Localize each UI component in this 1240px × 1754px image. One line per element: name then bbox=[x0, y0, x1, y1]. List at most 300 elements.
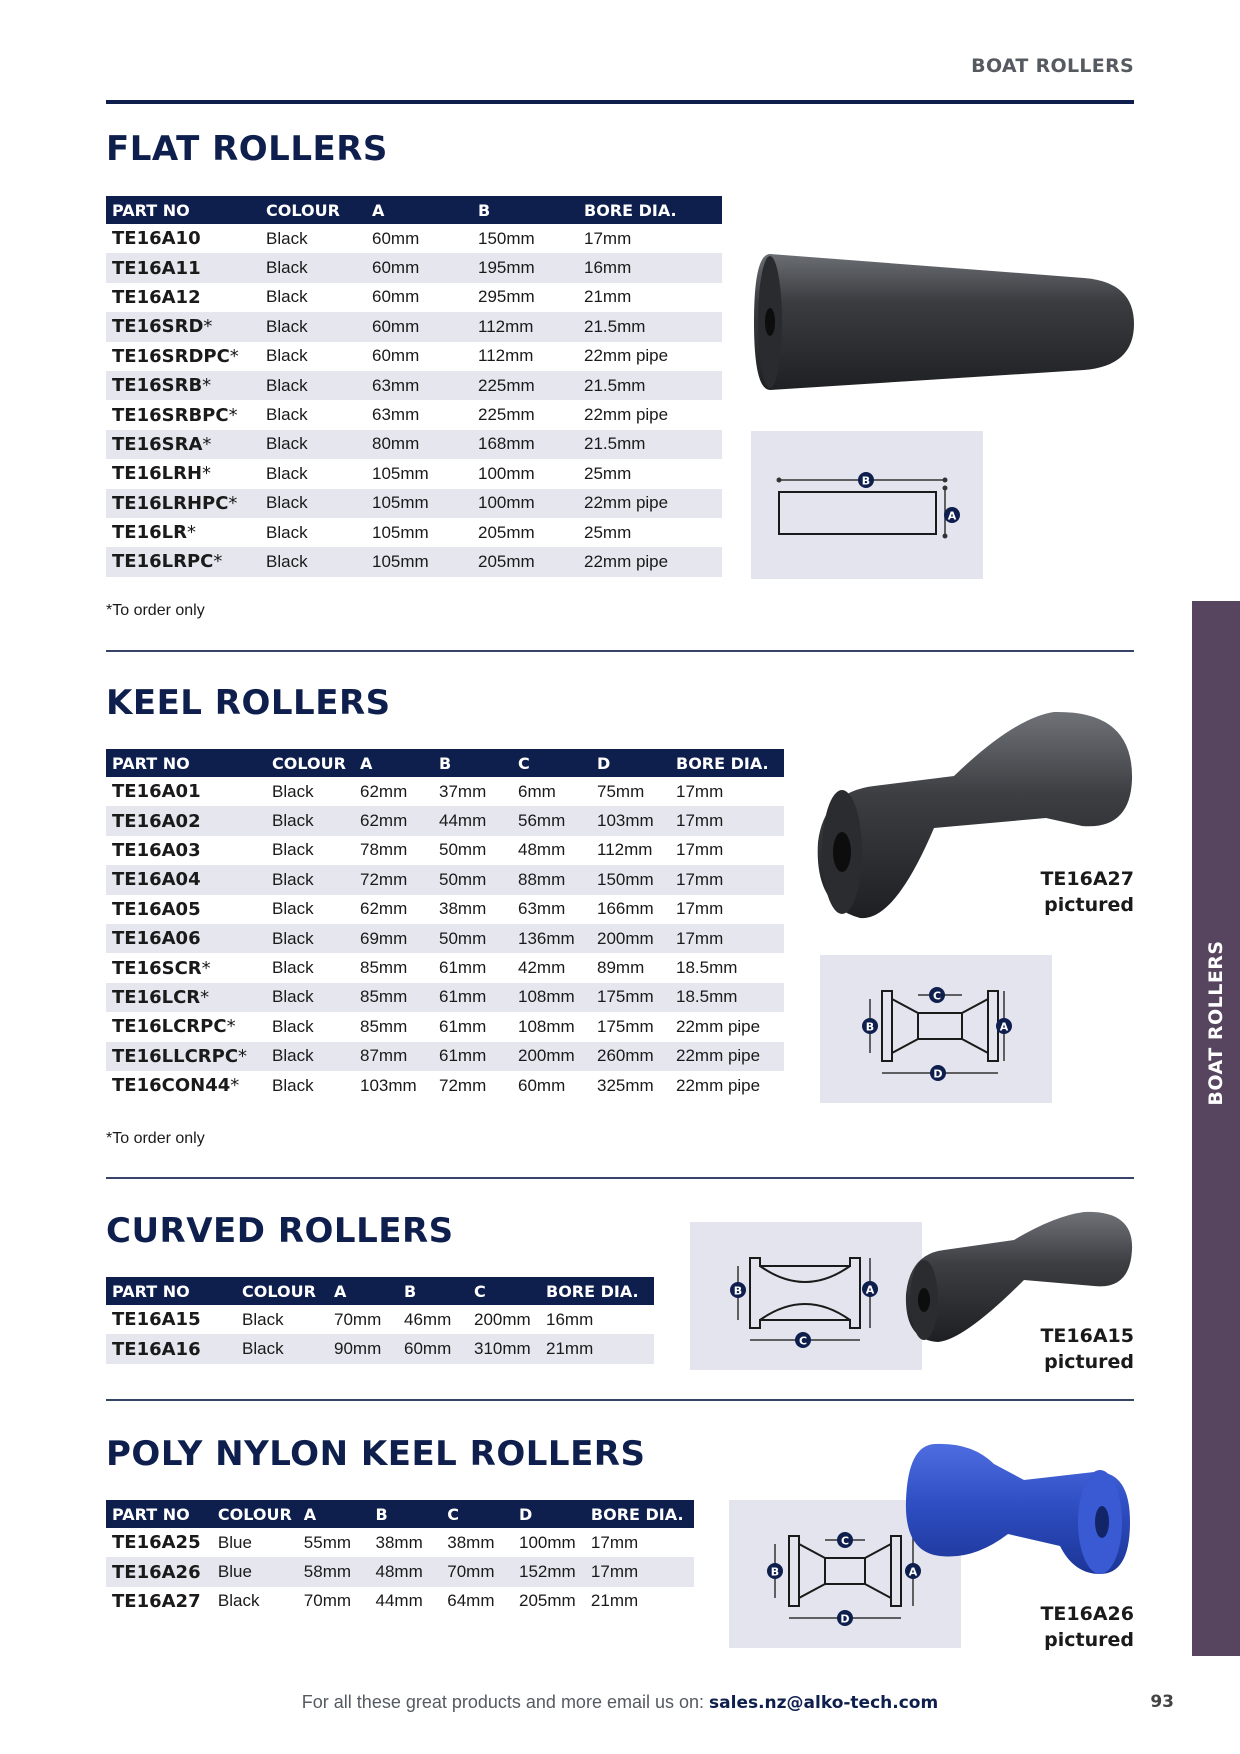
table-cell: 63mm bbox=[518, 899, 566, 919]
flat-diagram-label-a: A bbox=[947, 509, 957, 523]
table-row bbox=[106, 283, 722, 312]
table-row bbox=[106, 983, 784, 1012]
part-number-cell bbox=[106, 224, 260, 253]
table-cell: 70mm bbox=[441, 1557, 513, 1586]
part-number-cell bbox=[106, 895, 266, 924]
order-only-marker: * bbox=[228, 492, 238, 514]
table-cell: Black bbox=[272, 781, 314, 801]
order-only-marker: * bbox=[226, 1016, 236, 1038]
table-cell: 62mm bbox=[354, 806, 433, 835]
table-cell: 50mm bbox=[439, 840, 487, 860]
poly-diagram-label-d: D bbox=[840, 1612, 850, 1626]
poly-diagram-label-a: A bbox=[908, 1565, 918, 1579]
table-cell: Black bbox=[272, 1075, 314, 1095]
table-cell: 168mm bbox=[472, 430, 578, 459]
table-cell: 64mm bbox=[447, 1591, 495, 1611]
table-cell: 112mm bbox=[597, 840, 653, 860]
part-number-cell bbox=[106, 547, 260, 576]
table-cell: Black bbox=[266, 924, 354, 953]
table-cell: Black bbox=[236, 1334, 328, 1363]
curved-diagram-label-b: B bbox=[733, 1284, 743, 1298]
table-cell: 90mm bbox=[328, 1334, 398, 1363]
part-number-cell bbox=[106, 342, 260, 371]
part-number-cell bbox=[106, 865, 266, 894]
table-cell: 72mm bbox=[354, 865, 433, 894]
column-header: PART NO bbox=[106, 1500, 212, 1528]
table-cell: 22mm pipe bbox=[584, 346, 669, 366]
table-cell: Black bbox=[260, 312, 366, 341]
flat-rollers-title: FLAT ROLLERS bbox=[106, 129, 388, 169]
table-cell: 112mm bbox=[478, 346, 534, 366]
table-cell: Black bbox=[266, 228, 308, 248]
part-number-cell bbox=[106, 806, 266, 835]
part-number-cell bbox=[106, 253, 260, 282]
table-cell: Black bbox=[260, 371, 366, 400]
keel-caption-part: TE16A27 bbox=[1040, 868, 1134, 890]
table-cell: 105mm bbox=[372, 522, 429, 542]
table-cell: 105mm bbox=[366, 489, 472, 518]
order-only-marker: * bbox=[203, 316, 213, 338]
table-cell: 205mm bbox=[518, 1591, 576, 1611]
table-cell: 61mm bbox=[433, 983, 512, 1012]
table-cell: Black bbox=[260, 547, 366, 576]
table-cell: 25mm bbox=[584, 463, 632, 483]
table-cell: 6mm bbox=[518, 781, 556, 801]
table-cell: 38mm bbox=[375, 1532, 423, 1552]
table-cell: 16mm bbox=[578, 253, 722, 282]
table-cell: 105mm bbox=[372, 463, 429, 483]
table-cell: 18.5mm bbox=[676, 958, 738, 978]
part-number: TE16A02 bbox=[112, 810, 201, 832]
part-number: TE16A16 bbox=[112, 1338, 201, 1360]
column-header: BORE DIA. bbox=[578, 196, 722, 224]
table-cell: 25mm bbox=[584, 522, 632, 542]
table-cell: 60mm bbox=[372, 287, 420, 307]
flat-roller-photo bbox=[754, 250, 1134, 390]
table-cell: 88mm bbox=[512, 865, 591, 894]
table-cell: 46mm bbox=[404, 1309, 452, 1329]
table-cell: 60mm bbox=[366, 253, 472, 282]
poly-caption-part: TE16A26 bbox=[1040, 1603, 1134, 1625]
table-cell: 22mm pipe bbox=[578, 489, 722, 518]
table-cell: 136mm bbox=[512, 924, 591, 953]
table-row bbox=[106, 1305, 654, 1334]
poly-nylon-title: POLY NYLON KEEL ROLLERS bbox=[106, 1434, 646, 1474]
table-cell: 80mm bbox=[366, 430, 472, 459]
table-cell: 63mm bbox=[372, 405, 420, 425]
column-header: C bbox=[512, 749, 591, 777]
part-number: TE16SRD bbox=[112, 316, 204, 338]
table-row bbox=[106, 865, 784, 894]
table-cell: Black bbox=[266, 806, 354, 835]
table-cell: Black bbox=[260, 489, 366, 518]
poly-pictured-caption bbox=[1040, 1601, 1134, 1653]
flat-diagram-label-b: B bbox=[861, 474, 871, 488]
column-header: PART NO bbox=[106, 749, 266, 777]
table-cell: 17mm bbox=[676, 899, 724, 919]
table-cell: Black bbox=[242, 1309, 284, 1329]
table-row bbox=[106, 430, 722, 459]
table-cell: 89mm bbox=[597, 958, 645, 978]
part-number: TE16A10 bbox=[112, 228, 201, 250]
keel-diagram-label-b: B bbox=[865, 1020, 875, 1034]
part-number-cell bbox=[106, 924, 266, 953]
section-divider bbox=[106, 1399, 1134, 1401]
table-row bbox=[106, 1587, 694, 1616]
table-cell: 70mm bbox=[303, 1591, 352, 1611]
table-row bbox=[106, 224, 722, 253]
table-cell: Black bbox=[217, 1591, 260, 1611]
column-header: C bbox=[441, 1500, 513, 1528]
part-number-cell bbox=[106, 283, 260, 312]
column-header: B bbox=[398, 1277, 468, 1305]
keel-diagram-label-d: D bbox=[933, 1067, 943, 1081]
part-number-cell bbox=[106, 953, 266, 982]
poly-nylon-table bbox=[106, 1500, 694, 1616]
keel-diagram-label-a: A bbox=[999, 1020, 1009, 1034]
part-number: TE16SRA bbox=[112, 433, 203, 455]
table-cell: 17mm bbox=[670, 865, 784, 894]
order-only-marker: * bbox=[202, 375, 212, 397]
table-cell: 55mm bbox=[303, 1532, 352, 1552]
table-cell: 150mm bbox=[591, 865, 670, 894]
table-cell: 38mm bbox=[439, 899, 487, 919]
column-header: C bbox=[468, 1277, 540, 1305]
table-cell: 205mm bbox=[472, 547, 578, 576]
curved-rollers-table bbox=[106, 1277, 654, 1364]
column-header: A bbox=[298, 1500, 370, 1528]
part-number-cell bbox=[106, 489, 260, 518]
table-cell: 200mm bbox=[474, 1309, 531, 1329]
column-header: PART NO bbox=[106, 1277, 236, 1305]
poly-roller-photo bbox=[904, 1442, 1134, 1582]
keel-pictured-caption bbox=[1040, 866, 1134, 918]
part-number: TE16LRH bbox=[112, 463, 203, 485]
table-cell: 16mm bbox=[546, 1309, 594, 1329]
order-only-marker: * bbox=[201, 957, 211, 979]
part-number: TE16LCRPC bbox=[112, 1016, 227, 1038]
table-cell: 100mm bbox=[478, 463, 535, 483]
column-header: A bbox=[354, 749, 433, 777]
table-row bbox=[106, 806, 784, 835]
flat-order-note: *To order only bbox=[106, 602, 205, 619]
curved-caption-part: TE16A15 bbox=[1040, 1325, 1134, 1347]
part-number-cell bbox=[106, 1557, 212, 1586]
column-header: D bbox=[591, 749, 670, 777]
column-header: B bbox=[433, 749, 512, 777]
keel-diagram-label-c: C bbox=[932, 989, 942, 1003]
order-only-marker: * bbox=[200, 986, 210, 1008]
table-cell: 100mm bbox=[518, 1532, 576, 1552]
table-cell: 61mm bbox=[439, 958, 487, 978]
table-cell: 37mm bbox=[439, 781, 487, 801]
part-number-cell bbox=[106, 1528, 212, 1557]
table-cell: 295mm bbox=[478, 287, 535, 307]
table-row bbox=[106, 400, 722, 429]
table-row bbox=[106, 1042, 784, 1071]
table-cell: 108mm bbox=[512, 983, 591, 1012]
header-divider bbox=[106, 100, 1134, 104]
part-number: TE16LR bbox=[112, 522, 187, 544]
table-cell: 21.5mm bbox=[578, 371, 722, 400]
column-header: BORE DIA. bbox=[585, 1500, 694, 1528]
curved-rollers-title: CURVED ROLLERS bbox=[106, 1211, 454, 1251]
table-cell: Black bbox=[266, 405, 308, 425]
table-cell: 150mm bbox=[478, 228, 535, 248]
table-row bbox=[106, 1071, 784, 1100]
table-cell: 103mm bbox=[591, 806, 670, 835]
table-row bbox=[106, 518, 722, 547]
footer-text: For all these great products and more email us on: bbox=[301, 1692, 705, 1712]
table-cell: 200mm bbox=[512, 1042, 591, 1071]
table-cell: 62mm bbox=[360, 899, 408, 919]
table-row bbox=[106, 489, 722, 518]
table-cell: 17mm bbox=[590, 1532, 639, 1552]
part-number: TE16SRB bbox=[112, 375, 203, 397]
table-cell: 225mm bbox=[478, 405, 535, 425]
table-cell: 17mm bbox=[584, 228, 632, 248]
table-cell: 48mm bbox=[370, 1557, 442, 1586]
column-header: BORE DIA. bbox=[540, 1277, 654, 1305]
part-number: TE16LRPC bbox=[112, 551, 214, 573]
part-number: TE16SRDPC bbox=[112, 345, 230, 367]
table-cell: 260mm bbox=[591, 1042, 670, 1071]
part-number: TE16A06 bbox=[112, 928, 201, 950]
table-cell: 22mm pipe bbox=[676, 1016, 761, 1036]
flat-rollers-table bbox=[106, 196, 722, 577]
column-header: COLOUR bbox=[236, 1277, 328, 1305]
table-cell: 175mm bbox=[597, 1016, 654, 1036]
part-number-cell bbox=[106, 400, 260, 429]
part-number: TE16A27 bbox=[112, 1590, 201, 1612]
table-cell: 70mm bbox=[334, 1309, 382, 1329]
table-cell: 44mm bbox=[433, 806, 512, 835]
part-number: TE16A11 bbox=[112, 257, 201, 279]
table-row bbox=[106, 459, 722, 488]
part-number: TE16A03 bbox=[112, 839, 201, 861]
table-cell: 61mm bbox=[433, 1042, 512, 1071]
section-divider bbox=[106, 650, 1134, 652]
table-cell: 17mm bbox=[676, 781, 724, 801]
part-number-cell bbox=[106, 1305, 236, 1334]
table-cell: Black bbox=[272, 1016, 314, 1036]
table-cell: 62mm bbox=[360, 781, 408, 801]
table-cell: 87mm bbox=[354, 1042, 433, 1071]
table-cell: 60mm bbox=[366, 312, 472, 341]
part-number: TE16A12 bbox=[112, 286, 201, 308]
table-cell: 175mm bbox=[591, 983, 670, 1012]
poly-caption-word: pictured bbox=[1044, 1629, 1134, 1651]
table-cell: 60mm bbox=[398, 1334, 468, 1363]
part-number-cell bbox=[106, 518, 260, 547]
table-cell: 38mm bbox=[447, 1532, 495, 1552]
table-row bbox=[106, 777, 784, 806]
part-number-cell bbox=[106, 1334, 236, 1363]
table-row bbox=[106, 895, 784, 924]
table-cell: 21mm bbox=[540, 1334, 654, 1363]
order-only-marker: * bbox=[229, 345, 239, 367]
keel-caption-word: pictured bbox=[1044, 894, 1134, 916]
table-cell: 48mm bbox=[518, 840, 566, 860]
part-number-cell bbox=[106, 371, 260, 400]
table-cell: 103mm bbox=[360, 1075, 417, 1095]
table-cell: 69mm bbox=[354, 924, 433, 953]
table-cell: 18.5mm bbox=[670, 983, 784, 1012]
curved-caption-word: pictured bbox=[1044, 1351, 1134, 1373]
table-cell: Black bbox=[272, 840, 314, 860]
order-only-marker: * bbox=[186, 522, 196, 544]
table-cell: 100mm bbox=[472, 489, 578, 518]
part-number: TE16LCR bbox=[112, 986, 201, 1008]
table-cell: 60mm bbox=[372, 228, 420, 248]
curved-diagram-label-a: A bbox=[865, 1283, 875, 1297]
table-cell: 44mm bbox=[375, 1591, 423, 1611]
part-number: TE16A25 bbox=[112, 1532, 201, 1554]
table-row bbox=[106, 547, 722, 576]
table-cell: 21mm bbox=[584, 287, 632, 307]
column-header: A bbox=[366, 196, 472, 224]
table-row bbox=[106, 1528, 694, 1557]
table-cell: 17mm bbox=[670, 806, 784, 835]
poly-diagram-label-b: B bbox=[770, 1565, 780, 1579]
part-number: TE16LRHPC bbox=[112, 492, 229, 514]
table-cell: Black bbox=[266, 983, 354, 1012]
table-cell: Black bbox=[266, 463, 308, 483]
table-cell: 152mm bbox=[513, 1557, 585, 1586]
part-number-cell bbox=[106, 836, 266, 865]
table-cell: 200mm bbox=[591, 924, 670, 953]
column-header: A bbox=[328, 1277, 398, 1305]
section-divider bbox=[106, 1177, 1134, 1179]
table-cell: 78mm bbox=[360, 840, 408, 860]
table-cell: 108mm bbox=[518, 1016, 575, 1036]
table-cell: 22mm pipe bbox=[676, 1075, 761, 1095]
curved-diagram-label-c: C bbox=[798, 1334, 808, 1348]
table-row bbox=[106, 342, 722, 371]
order-only-marker: * bbox=[228, 404, 238, 426]
table-row bbox=[106, 253, 722, 282]
part-number-cell bbox=[106, 983, 266, 1012]
part-number: TE16A05 bbox=[112, 898, 201, 920]
table-cell: 85mm bbox=[360, 1016, 408, 1036]
table-cell: 50mm bbox=[433, 924, 512, 953]
keel-order-note: *To order only bbox=[106, 1130, 205, 1147]
part-number: TE16A26 bbox=[112, 1561, 201, 1583]
table-cell: Black bbox=[272, 958, 314, 978]
table-cell: 112mm bbox=[472, 312, 578, 341]
table-cell: 85mm bbox=[360, 958, 408, 978]
table-cell: 58mm bbox=[298, 1557, 370, 1586]
table-cell: Black bbox=[260, 253, 366, 282]
side-tab-label: BOAT ROLLERS bbox=[1205, 940, 1227, 1106]
table-row bbox=[106, 1334, 654, 1363]
table-row bbox=[106, 1012, 784, 1041]
table-cell: Black bbox=[266, 522, 308, 542]
table-cell: 21mm bbox=[590, 1591, 639, 1611]
column-header: PART NO bbox=[106, 196, 260, 224]
column-header: COLOUR bbox=[212, 1500, 298, 1528]
table-cell: 17mm bbox=[670, 924, 784, 953]
part-number: TE16CON44 bbox=[112, 1075, 231, 1097]
table-cell: Black bbox=[260, 430, 366, 459]
column-header: COLOUR bbox=[266, 749, 354, 777]
page-category-header: BOAT ROLLERS bbox=[971, 55, 1134, 77]
side-section-tab bbox=[1192, 601, 1240, 1656]
table-cell: 42mm bbox=[518, 958, 566, 978]
order-only-marker: * bbox=[202, 433, 212, 455]
part-number: TE16A15 bbox=[112, 1309, 201, 1331]
table-cell: Black bbox=[266, 346, 308, 366]
table-cell: 85mm bbox=[354, 983, 433, 1012]
table-cell: Blue bbox=[212, 1557, 298, 1586]
table-cell: 61mm bbox=[439, 1016, 487, 1036]
page-footer bbox=[0, 1692, 1240, 1713]
part-number: TE16LLCRPC bbox=[112, 1045, 239, 1067]
table-cell: 75mm bbox=[597, 781, 645, 801]
table-row bbox=[106, 924, 784, 953]
table-cell: 325mm bbox=[597, 1075, 654, 1095]
table-cell: 166mm bbox=[597, 899, 654, 919]
table-cell: 105mm bbox=[366, 547, 472, 576]
table-cell: 72mm bbox=[439, 1075, 487, 1095]
part-number-cell bbox=[106, 1071, 266, 1100]
table-cell: 17mm bbox=[585, 1557, 694, 1586]
part-number-cell bbox=[106, 312, 260, 341]
page-number: 93 bbox=[1150, 1692, 1174, 1712]
table-cell: 63mm bbox=[366, 371, 472, 400]
table-cell: 17mm bbox=[676, 840, 724, 860]
part-number-cell bbox=[106, 1012, 266, 1041]
table-cell: 56mm bbox=[512, 806, 591, 835]
keel-rollers-title: KEEL ROLLERS bbox=[106, 683, 391, 723]
table-cell: 225mm bbox=[472, 371, 578, 400]
table-cell: Blue bbox=[217, 1532, 252, 1552]
table-cell: 205mm bbox=[478, 522, 535, 542]
table-cell: 50mm bbox=[433, 865, 512, 894]
poly-diagram-label-c: C bbox=[840, 1534, 850, 1548]
part-number: TE16SRBPC bbox=[112, 404, 229, 426]
part-number: TE16SCR bbox=[112, 957, 202, 979]
part-number-cell bbox=[106, 777, 266, 806]
column-header: B bbox=[472, 196, 578, 224]
table-row bbox=[106, 953, 784, 982]
part-number-cell bbox=[106, 1587, 212, 1616]
order-only-marker: * bbox=[238, 1045, 248, 1067]
table-cell: 21.5mm bbox=[578, 312, 722, 341]
table-row bbox=[106, 312, 722, 341]
keel-diagram-drawing bbox=[820, 955, 1052, 1103]
order-only-marker: * bbox=[230, 1075, 240, 1097]
part-number-cell bbox=[106, 459, 260, 488]
keel-rollers-table bbox=[106, 749, 784, 1100]
table-cell: 21.5mm bbox=[578, 430, 722, 459]
table-cell: Black bbox=[266, 1042, 354, 1071]
table-cell: 60mm bbox=[518, 1075, 566, 1095]
curved-diagram-drawing bbox=[690, 1222, 922, 1370]
table-cell: 195mm bbox=[472, 253, 578, 282]
footer-email-link[interactable]: sales.nz@alko-tech.com bbox=[709, 1693, 939, 1713]
part-number-cell bbox=[106, 1042, 266, 1071]
table-cell: Black bbox=[266, 865, 354, 894]
table-cell: 22mm pipe bbox=[670, 1042, 784, 1071]
table-row bbox=[106, 836, 784, 865]
order-only-marker: * bbox=[202, 463, 212, 485]
part-number: TE16A04 bbox=[112, 869, 201, 891]
table-row bbox=[106, 1557, 694, 1586]
part-number: TE16A01 bbox=[112, 781, 201, 803]
table-cell: Black bbox=[266, 287, 308, 307]
table-cell: 22mm pipe bbox=[584, 405, 669, 425]
